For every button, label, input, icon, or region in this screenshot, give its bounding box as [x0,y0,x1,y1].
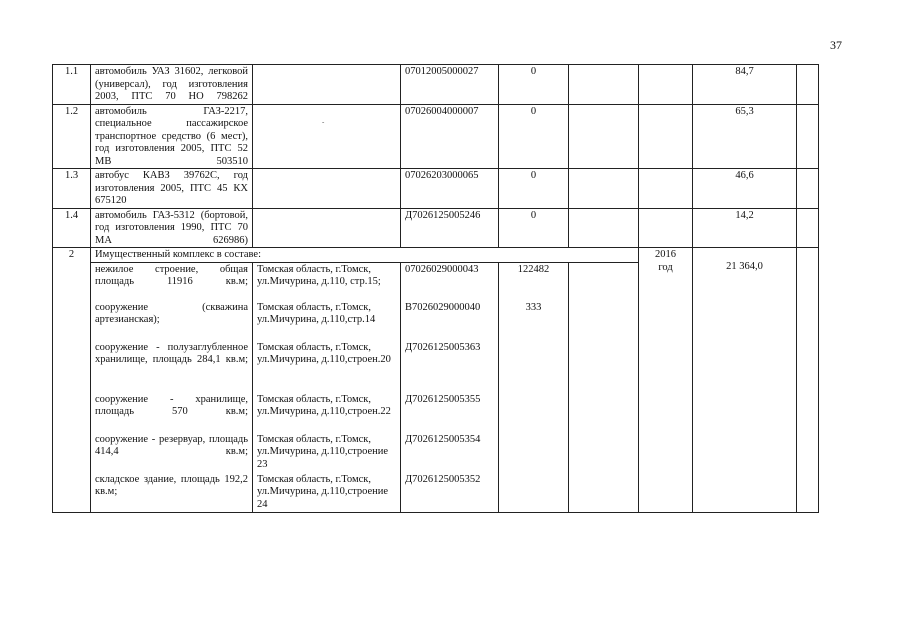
row-number: 1.1 [53,65,91,105]
item-address: Томская область, г.Томск, ул.Мичурина, д.110, стр.15; [257,263,381,287]
table-row [53,208,819,248]
row-year [639,169,693,209]
complex-value-text: 21 364,0 [726,261,763,272]
row-area: 0 [499,169,569,209]
complex-descriptions [91,262,253,512]
row-year [639,208,693,248]
table-row [53,104,819,169]
item-address: Томская область, г.Томск, ул.Мичурина, д.110,строен.20 [257,341,391,365]
complex-inventory-numbers [401,262,499,512]
item-area: 333 [525,301,542,313]
row-year [639,104,693,169]
item-description: сооружение - полузаглубленное хранилище, площадь 284,1 кв.м; [95,341,248,365]
complex-header-row [53,248,819,263]
item-address: Томская область, г.Томск, ул.Мичурина, д.110,стр.14 [257,301,376,325]
row-description: автомобиль УАЗ 31602, легковой (универсал), год изготовления 2003, ПТС 70 НО 798262 [91,65,253,105]
row-col9 [797,208,819,248]
item-description: сооружение - резервуар, площадь 414,4 кв.м; [95,433,248,457]
item-address: Томская область, г.Томск, ул.Мичурина, д.110,строение 24 [257,473,389,510]
item-address: Томская область, г.Томск, ул.Мичурина, д.110,строен.22 [257,393,391,417]
row-value: 14,2 [693,208,797,248]
row-value: 84,7 [693,65,797,105]
property-table [52,64,819,513]
page-number: 37 [830,38,842,52]
row-number: 1.2 [53,104,91,169]
row-number: 1.3 [53,169,91,209]
item-area [503,342,564,394]
table-row [53,65,819,105]
complex-value [693,248,797,513]
scan-artifact-mark: - [322,118,325,126]
item-address: Томская область, г.Томск, ул.Мичурина, д.110,строение 23 [257,433,389,470]
row-year [639,65,693,105]
complex-title: Имущественный комплекс в составе: [91,248,639,263]
complex-number: 2 [53,248,91,513]
item-inventory-number: Д7026125005363 [405,341,481,353]
row-col6 [569,169,639,209]
complex-year: 2016 год [639,248,693,513]
row-col6 [569,208,639,248]
row-inventory-number: 07026203000065 [401,169,499,209]
row-description: автомобиль ГАЗ-2217, специальное пассажирское транспортное средство (6 мест), год изготовления 2005, ПТС 52 МВ 503510 [91,104,253,169]
item-area [503,394,564,434]
row-col6 [569,65,639,105]
row-area: 0 [499,208,569,248]
row-address [253,104,401,169]
row-inventory-number: Д7026125005246 [401,208,499,248]
item-inventory-number: Д7026125005355 [405,393,481,405]
row-number: 1.4 [53,208,91,248]
row-address [253,65,401,105]
row-value: 65,3 [693,104,797,169]
row-col9 [797,104,819,169]
row-col6 [569,104,639,169]
row-col9 [797,65,819,105]
item-area: 122482 [517,263,550,275]
complex-addresses [253,262,401,512]
row-inventory-number: 07026004000007 [401,104,499,169]
item-description: нежилое строение, общая площадь 11916 кв.м; [95,263,248,287]
row-area: 0 [499,104,569,169]
item-inventory-number: Д7026125005352 [405,473,481,485]
row-value: 46,6 [693,169,797,209]
row-col9 [797,169,819,209]
item-description: сооружение (скважина артезианская); [95,301,248,325]
item-area [503,434,564,474]
complex-col9 [797,248,819,513]
row-inventory-number: 07012005000027 [401,65,499,105]
row-address [253,169,401,209]
item-description: складское здание, площадь 192,2 кв.м; [95,473,248,497]
item-inventory-number: Д7026125005354 [405,433,481,445]
item-area [503,474,564,512]
table-row [53,169,819,209]
item-inventory-number: 07026029000043 [405,263,479,275]
row-address [253,208,401,248]
complex-col6 [569,262,639,512]
row-area: 0 [499,65,569,105]
row-description: автобус КАВЗ 39762С, год изготовления 2005, ПТС 45 КХ 675120 [91,169,253,209]
row-description: автомобиль ГАЗ-5312 (бортовой, год изготовления 1990, ПТС 70 МА 626986) [91,208,253,248]
item-description: сооружение - хранилище, площадь 570 кв.м; [95,393,248,417]
item-inventory-number: В7026029000040 [405,301,481,313]
complex-areas [499,262,569,512]
